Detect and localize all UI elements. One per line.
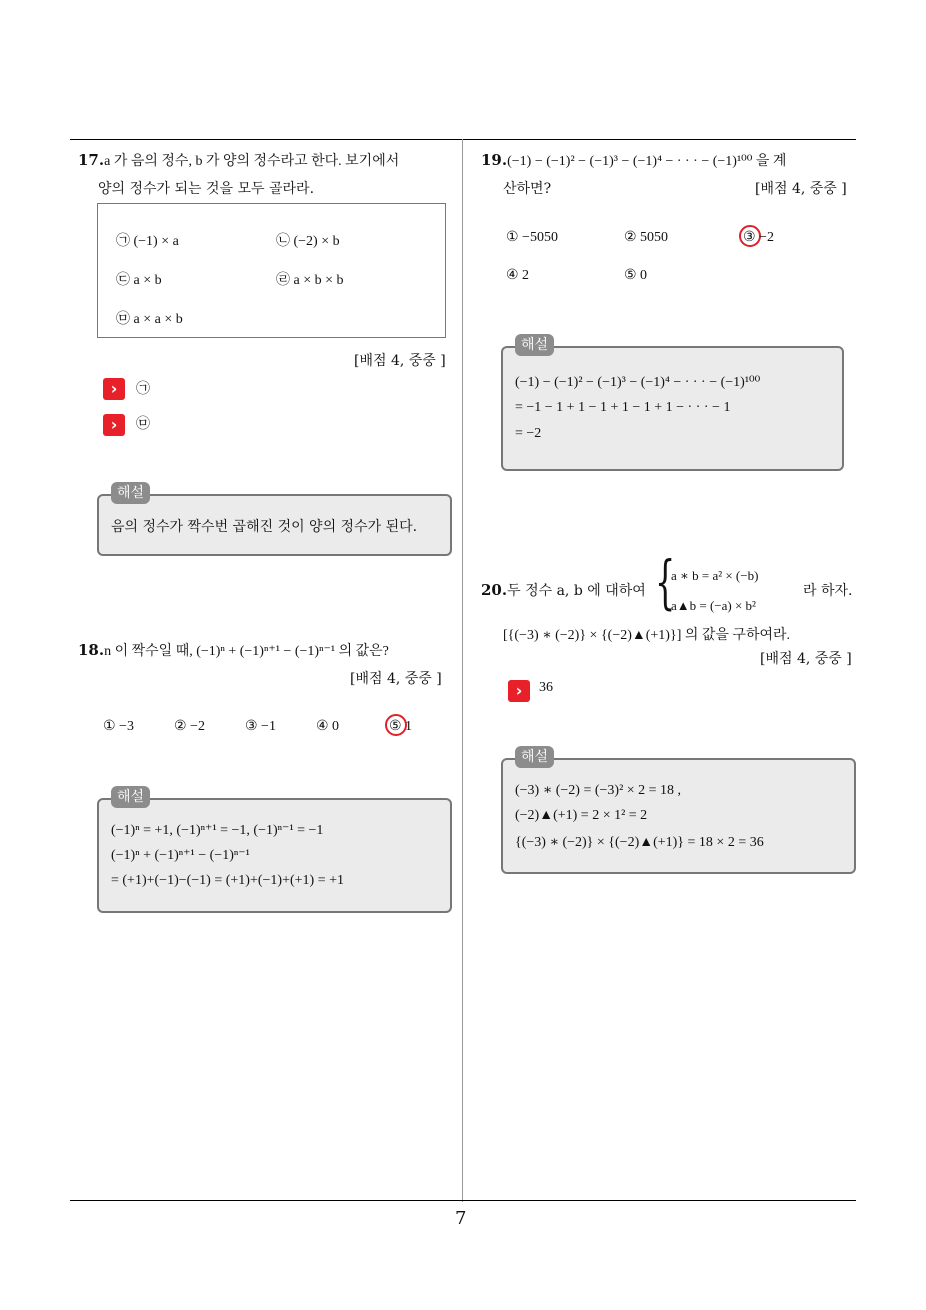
q17-explanation-text: 음의 정수가 짝수번 곱해진 것이 양의 정수가 된다. xyxy=(111,519,418,535)
q20-tail: 라 하자. xyxy=(803,583,853,599)
q18-explanation-line-1: (−1)ⁿ = +1, (−1)ⁿ⁺¹ = −1, (−1)ⁿ⁻¹ = −1 xyxy=(111,823,324,838)
explanation-tag: 해설 xyxy=(515,334,554,356)
q18-explanation-line-3: = (+1)+(−1)−(−1) = (+1)+(−1)+(+1) = +1 xyxy=(111,873,344,888)
q17-answer-1: ㉠ xyxy=(136,381,150,397)
q20-definition-2: a▲b = (−a) × b² xyxy=(671,598,756,613)
q18-choice-3: ③ −1 xyxy=(245,719,276,734)
q18-choice-2: ② −2 xyxy=(174,719,205,734)
q17-line2: 양의 정수가 되는 것을 모두 골라라. xyxy=(98,181,315,197)
q18-points: [배점 4, 중중 ] xyxy=(350,671,442,687)
q19-choice-1: ① −5050 xyxy=(506,230,558,245)
top-rule xyxy=(70,139,856,140)
q20-lead-text: 두 정수 a, b 에 대하여 xyxy=(507,583,646,599)
q20-explanation-box xyxy=(501,749,856,874)
q17-option-3: ㉢ a × b xyxy=(116,273,162,288)
q17-options-box xyxy=(97,203,446,338)
q19-choice-2: ② 5050 xyxy=(624,230,669,245)
q17-explanation-box xyxy=(97,485,452,556)
explanation-tag: 해설 xyxy=(111,786,150,808)
q19-line2: 산하면? xyxy=(503,181,552,197)
q17-points: [배점 4, 중중 ] xyxy=(354,353,446,369)
q17-option-4: ㉣ a × b × b xyxy=(276,273,344,288)
q20-lead xyxy=(481,580,646,600)
q19-choice-4: ④ 2 xyxy=(506,268,530,283)
q17-option-5: ㉤ a × a × b xyxy=(116,312,183,327)
q20-explanation-line-1: (−3) ∗ (−2) = (−3)² × 2 = 18 , xyxy=(515,783,682,798)
q20-line2: [{(−3) ∗ (−2)} × {(−2)▲(+1)}] 의 값을 구하여라. xyxy=(503,628,791,643)
q19-line1 xyxy=(481,150,786,170)
q18-line1 xyxy=(78,640,389,660)
page-number: 7 xyxy=(455,1208,467,1229)
q17-option-1: ㉠ (−1) × a xyxy=(116,234,179,249)
q17-option-2: ㉡ (−2) × b xyxy=(276,234,340,249)
bottom-rule xyxy=(70,1200,856,1201)
answer-arrow-icon: › xyxy=(103,414,125,436)
q20-number: 20. xyxy=(481,581,508,599)
q19-explanation-line-1: (−1) − (−1)² − (−1)³ − (−1)⁴ − · · · − (−1)¹⁰⁰ xyxy=(515,375,761,390)
q20-brace: { xyxy=(655,548,676,616)
q18-number: 18. xyxy=(78,641,105,659)
q17-answer-2: ㉤ xyxy=(136,416,150,432)
column-divider xyxy=(462,139,463,1202)
q19-explanation-line-3: = −2 xyxy=(515,426,542,441)
q18-text-1: n 이 짝수일 때, (−1)ⁿ + (−1)ⁿ⁺¹ − (−1)ⁿ⁻¹ 의 값은? xyxy=(104,644,389,659)
q19-points: [배점 4, 중중 ] xyxy=(755,181,847,197)
q18-choice-1: ① −3 xyxy=(103,719,134,734)
q19-explanation-box xyxy=(501,337,844,471)
q18-explanation-line-2: (−1)ⁿ + (−1)ⁿ⁺¹ − (−1)ⁿ⁻¹ xyxy=(111,848,250,863)
explanation-tag: 해설 xyxy=(515,746,554,768)
q18-explanation-box xyxy=(97,789,452,913)
q20-explanation-line-3: {(−3) ∗ (−2)} × {(−2)▲(+1)} = 18 × 2 = 36 xyxy=(515,835,764,850)
explanation-tag: 해설 xyxy=(111,482,150,504)
answer-arrow-icon: › xyxy=(103,378,125,400)
q18-choice-4: ④ 0 xyxy=(316,719,340,734)
q19-choice-5: ⑤ 0 xyxy=(624,268,648,283)
q20-definition-1: a ∗ b = a² × (−b) xyxy=(671,568,759,583)
q18-choice-5: ⑤ 1 xyxy=(389,719,413,734)
q17-number: 17. xyxy=(78,151,105,169)
q19-text-1: (−1) − (−1)² − (−1)³ − (−1)⁴ − · · · − (−1)¹⁰⁰ 을 계 xyxy=(507,154,787,169)
q19-choice-3: ③ −2 xyxy=(743,230,774,245)
q17-line1 xyxy=(78,150,399,170)
q19-explanation-line-2: = −1 − 1 + 1 − 1 + 1 − 1 + 1 − · · · − 1 xyxy=(515,400,731,415)
q20-explanation-line-2: (−2)▲(+1) = 2 × 1² = 2 xyxy=(515,808,648,823)
q20-answer: 36 xyxy=(539,680,553,695)
q19-number: 19. xyxy=(481,151,508,169)
q20-points: [배점 4, 중중 ] xyxy=(760,651,852,667)
answer-arrow-icon: › xyxy=(508,680,530,702)
q17-text-1: a 가 음의 정수, b 가 양의 정수라고 한다. 보기에서 xyxy=(104,154,400,169)
